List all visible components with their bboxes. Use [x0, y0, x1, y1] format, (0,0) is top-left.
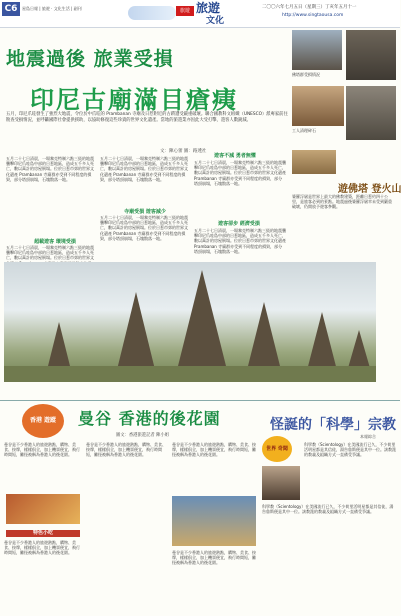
subheading: 寺廟受損 遊客減少: [124, 209, 166, 215]
bangkok-photo: [172, 496, 256, 546]
science-byline: 本報綜合: [360, 434, 376, 439]
subheading: 遊客卻步 經濟受損: [218, 221, 260, 227]
travel-badge: 香港 遊蹤: [22, 404, 64, 438]
science-column: 科學教（Scientology）在美國流行已久，不少荷里活明星都是其信徒，湯告魯斯便是其中一位。該教派的教義及組織方式一直備受爭議。: [262, 504, 394, 515]
photo-caption: 佛塔群受損情況: [292, 72, 320, 77]
sidebar-title: 遊佛塔 登火山: [338, 184, 401, 195]
food-box-title: 特色小吃: [6, 530, 80, 537]
article-column: 五月二十七日清晨，一場黎克特制六點三級的地震襲擊印尼爪哇島中部的日惹地區，造成五千多人死亡，數以萬計的房屋倒塌。位於日惹市郊的世界文化遺產 Prambanan 寺廟群亦受到不同程度的損毀，部分塔頂崩塌，石塊散落一地。: [194, 160, 286, 186]
bangkok-column: 曼谷是不少香港人的旅遊熱點，購物、美食、按摩，樣樣俱全，加上機票便宜，飛行時間短，難怪被稱為香港人的後花園。: [4, 442, 80, 458]
sidebar-photo: [292, 150, 336, 174]
science-badge: 世界 奇聞: [262, 436, 292, 462]
kicker-headline: 地震過後 旅業受損: [6, 48, 174, 70]
temple-photo-1: [292, 30, 342, 70]
article-column: 五月二十七日清晨，一場黎克特制六點三級的地震襲擊印尼爪哇島中部的日惹地區，造成五千多人死亡，數以萬計的房屋倒塌。位於日惹市郊的世界文化遺產 Prambanan 寺廟群亦受到不同程度的損毀，部分塔頂崩塌，石塊散落一地。: [194, 228, 286, 254]
bangkok-column: 曼谷是不少香港人的旅遊熱點，購物、美食、按摩，樣樣俱全，加上機票便宜，飛行時間短，難怪被稱為香港人的後花園。: [4, 540, 80, 556]
logo-title: 旅遊: [196, 1, 221, 15]
sidebar-text: 婆羅浮屠是世界上最大的佛教建築，距離日惹約四十公里，是旅客必到的景點。地震過後婆羅浮屠幸未受到嚴重破壞，仍開放予遊客參觀。: [292, 194, 392, 210]
main-headline: 印尼古廟滿目瘡痍: [30, 85, 238, 114]
article-column: 五月二十七日清晨，一場黎克特制六點三級的地震襲擊印尼爪哇島中部的日惹地區，造成五千多人死亡，數以萬計的房屋倒塌。位於日惹市郊的世界文: [6, 245, 94, 261]
website-url[interactable]: http://www.singtaousa.com: [282, 13, 344, 18]
bangkok-byline: 圖文：香港旅遊記者 陳小姐: [116, 433, 169, 438]
temple-photo-3: [292, 86, 344, 126]
photo-caption: 工人清理碎石: [292, 128, 316, 133]
section-divider: [0, 400, 400, 401]
byline: 文：陳心蕾 圖：路透社: [160, 149, 207, 154]
sidebar-feature: [290, 150, 396, 260]
airplane-icon: [128, 6, 176, 20]
celebrity-photo: [262, 466, 300, 500]
bangkok-headline: 曼谷 香港的後花園: [78, 409, 221, 428]
lead-paragraph: 五月，印尼爪哇發生了強烈大地震，令位於中爪哇的 Prambanan 寺廟及日惹附近的古蹟遭受嚴重破壞。聯合國教科文組織（UNESCO）派專家前往勘查受損情況，並呼籲國際社會提供援助，以協助修復這些珍貴的世界文化遺產。當地的旅遊業亦因此大受打擊，遊客人數銳減。: [6, 112, 288, 123]
bangkok-column: 曼谷是不少香港人的旅遊熱點，購物、美食、按摩，樣樣俱全，加上機票便宜，飛行時間短，難怪被稱為香港人的後花園。: [172, 550, 256, 566]
section-logo: [128, 2, 240, 24]
page-header: [0, 0, 400, 28]
logo-subtitle: 文化: [206, 16, 225, 26]
logo-tag: 旅遊: [176, 6, 194, 16]
bangkok-column: 曼谷是不少香港人的旅遊熱點，購物、美食、按摩，樣樣俱全，加上機票便宜，飛行時間短，難怪被稱為香港人的後花園。: [172, 442, 256, 458]
subheading: 超載遊客 環境受損: [34, 239, 76, 245]
temple-photo-2: [346, 30, 396, 80]
bangkok-column: 曼谷是不少香港人的旅遊熱點，購物、美食、按摩，樣樣俱全，加上機票便宜，飛行時間短，難怪被稱為香港人的後花園。: [86, 442, 166, 458]
header-section-label: 星島日報 | 旅遊 · 文化生活 | 副刊: [22, 6, 82, 11]
article-column: 五月二十七日清晨，一場黎克特制六點三級的地震襲擊印尼爪哇島中部的日惹地區，造成五千多人死亡，數以萬計的房屋倒塌。位於日惹市郊的世界文化遺產 Prambanan 寺廟群亦受到不同程度的損毀，部分塔頂崩塌，石塊散落一地。: [100, 156, 188, 182]
science-column: 科學教（Scientology）在美國流行已久，不少荷里活明星都是其信徒，湯告魯斯便是其中一位。該教派的教義及組織方式一直備受爭議。: [304, 442, 396, 458]
issue-date: 二〇〇六年七月五日（星期三）丁亥年五月十一: [262, 5, 357, 10]
section-number: C6: [2, 2, 20, 16]
article-column: 五月二十七日清晨，一場黎克特制六點三級的地震襲擊印尼爪哇島中部的日惹地區，造成五千多人死亡，數以萬計的房屋倒塌。位於日惹市郊的世界文化遺產 Prambanan 寺廟群亦受到不同程度的損毀，部分塔頂崩塌，石塊散落一地。: [100, 215, 188, 241]
subheading: 遊客不減 勇者無懼: [214, 153, 256, 159]
food-photo: [6, 494, 80, 524]
science-headline: 怪誕的「科學」宗教: [270, 417, 396, 433]
temple-main-photo: [4, 262, 376, 382]
temple-photo-4: [346, 86, 396, 140]
article-column: 五月二十七日清晨，一場黎克特制六點三級的地震襲擊印尼爪哇島中部的日惹地區，造成五千多人死亡，數以萬計的房屋倒塌。位於日惹市郊的世界文化遺產 Prambanan 寺廟群亦受到不同程度的損毀，部分塔頂崩塌，石塊散落一地。: [6, 156, 94, 182]
